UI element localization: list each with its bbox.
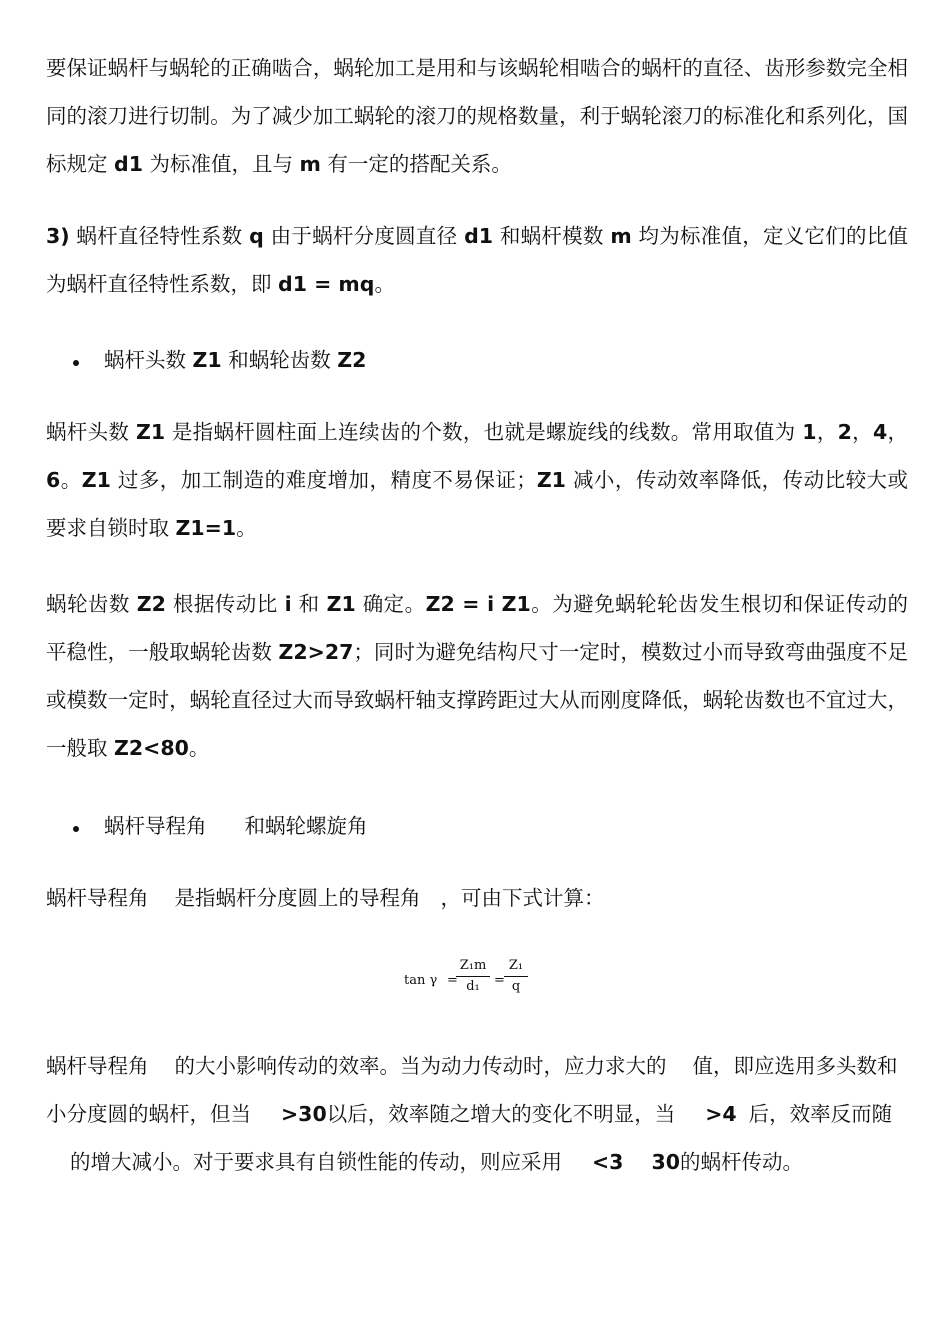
fraction-numerator: Z₁ (504, 956, 528, 977)
text-span: 和蜗杆模数 (493, 224, 611, 248)
bold-value: <3 (592, 1150, 624, 1174)
bold-formula: Z1=1 (175, 516, 237, 540)
text-span: 是指蜗杆分度圆上的导程角 (174, 886, 421, 910)
bold-symbol: Z1 (192, 348, 222, 372)
text-span: 是指蜗杆圆柱面上连续齿的个数，也就是螺旋线的线数。常用取值为 (165, 420, 803, 444)
text-span: 蜗杆直径特性系数 (69, 224, 250, 248)
bold-symbol: d1 (114, 152, 143, 176)
bullet-dot-icon (73, 360, 79, 366)
paragraph-lead-angle-def (46, 874, 908, 922)
bold-number: 6 (46, 468, 61, 492)
formula-fraction-1 (456, 956, 490, 997)
text-span: ；同时为避免结构尺寸一定时，模数过小而导致弯曲强度不足或模数一定时，蜗轮直径过大而导致蜗杆轴支撑跨距过大从而刚度降低，蜗轮齿数也不宜过大，一般取 (46, 640, 908, 760)
lead-angle-formula (404, 956, 544, 1012)
bold-symbol: Z2 (136, 592, 166, 616)
bold-symbol: q (249, 224, 264, 248)
bold-symbol: d1 (464, 224, 494, 248)
text-span: 为标准值，且与 (142, 152, 300, 176)
text-span: 蜗杆导程角 (46, 886, 149, 910)
bold-value: 30 (651, 1150, 680, 1174)
text-span: 均为标准值，定义它们的比值为蜗杆直径特性系数，即 (46, 224, 908, 296)
paragraph-worm-heads (46, 408, 908, 552)
paragraph-wheel-teeth (46, 580, 908, 772)
formula-equals: = (494, 973, 505, 988)
bold-symbol: Z1 (81, 468, 111, 492)
fraction-numerator: Z₁m (456, 956, 490, 977)
text-span: 的大小影响传动的效率。当为动力传动时，应力求大的 (174, 1054, 667, 1078)
bold-formula: Z2 = i Z1 (425, 592, 531, 616)
text-span: 。为避免蜗轮轮齿发生根切和保证传动的平稳性，一般取蜗轮齿数 (46, 592, 908, 664)
text-span: 要保证蜗杆与蜗轮的正确啮合，蜗轮加工是用和与该蜗轮相啮合的蜗杆的直径、齿形参数完全相同的滚刀进行切制。为了减少加工蜗轮的滚刀的规格数量，利于蜗轮滚刀的标准化和系列化，国标规定 (46, 56, 908, 176)
text-span: 和蜗轮齿数 (221, 348, 338, 372)
text-span: 蜗杆导程角 (46, 1054, 149, 1078)
bold-symbol: Z1 (536, 468, 566, 492)
bullet-text (104, 336, 366, 384)
section-number: 3) (46, 224, 70, 248)
bold-symbol: Z1 (135, 420, 166, 444)
fraction-denominator: d₁ (466, 979, 480, 994)
formula-fraction-2 (504, 956, 528, 997)
bold-symbol: Z2 (337, 348, 367, 372)
text-span: 由于蜗杆分度圆直径 (263, 224, 465, 248)
formula-lhs: tan γ (404, 973, 438, 988)
fraction-denominator: q (511, 979, 521, 994)
text-span: 蜗杆导程角 (104, 814, 207, 838)
text-span: ， (816, 420, 838, 444)
text-span: 过多，加工制造的难度增加，精度不易保证； (110, 468, 537, 492)
text-span: 蜗杆头数 (104, 348, 193, 372)
paragraph-worm-hob (46, 44, 908, 188)
bold-formula: d1 = mq (278, 272, 375, 296)
text-span: 和 (291, 592, 327, 616)
text-span: 以后，效率随之增大的变化不明显，当 (326, 1102, 676, 1126)
paragraph-diameter-coefficient (46, 212, 908, 308)
bold-value: >4 (705, 1102, 737, 1126)
bold-number: 1 (802, 420, 817, 444)
text-span: 。 (60, 468, 82, 492)
bold-symbol: m (610, 224, 632, 248)
formula-equals: = (447, 973, 458, 988)
text-span: 的增大减小。对于要求具有自锁性能的传动，则应采用 (70, 1150, 562, 1174)
text-span: 。 (374, 272, 395, 296)
text-span: ，可由下式计算： (440, 886, 605, 910)
text-span: 。 (236, 516, 257, 540)
bold-symbol: m (299, 152, 321, 176)
text-span: 有一定的搭配关系。 (320, 152, 512, 176)
text-span: 后，效率反而随 (748, 1102, 893, 1126)
text-span: 。 (188, 736, 210, 760)
text-span: 根据传动比 (165, 592, 285, 616)
bold-symbol: Z1 (326, 592, 356, 616)
bullet-text (104, 802, 368, 850)
bold-formula: Z2>27 (278, 640, 354, 664)
text-span: 蜗轮齿数 (46, 592, 137, 616)
text-span: ， (851, 420, 873, 444)
text-span: 确定。 (355, 592, 426, 616)
bold-value: >30 (281, 1102, 327, 1126)
bullet-item-lead-angle (46, 802, 908, 850)
text-span: ， (887, 420, 909, 444)
paragraph-lead-angle-efficiency (46, 1042, 908, 1186)
bullet-dot-icon (73, 826, 79, 832)
bold-number: 2 (837, 420, 852, 444)
bold-symbol: i (284, 592, 292, 616)
bold-number: 4 (872, 420, 888, 444)
text-span: 和蜗轮螺旋角 (244, 814, 368, 838)
text-span: 的蜗杆传动。 (679, 1150, 803, 1174)
bullet-item-heads-teeth (46, 336, 908, 384)
text-span: 蜗杆头数 (46, 420, 136, 444)
bold-formula: Z2<80 (114, 736, 189, 760)
text-span: 值，即应选用多头数和小分度圆的蜗杆，但当 (46, 1054, 898, 1126)
text-span: 减小，传动效率降低，传动比较大或要求自锁时取 (46, 468, 909, 540)
